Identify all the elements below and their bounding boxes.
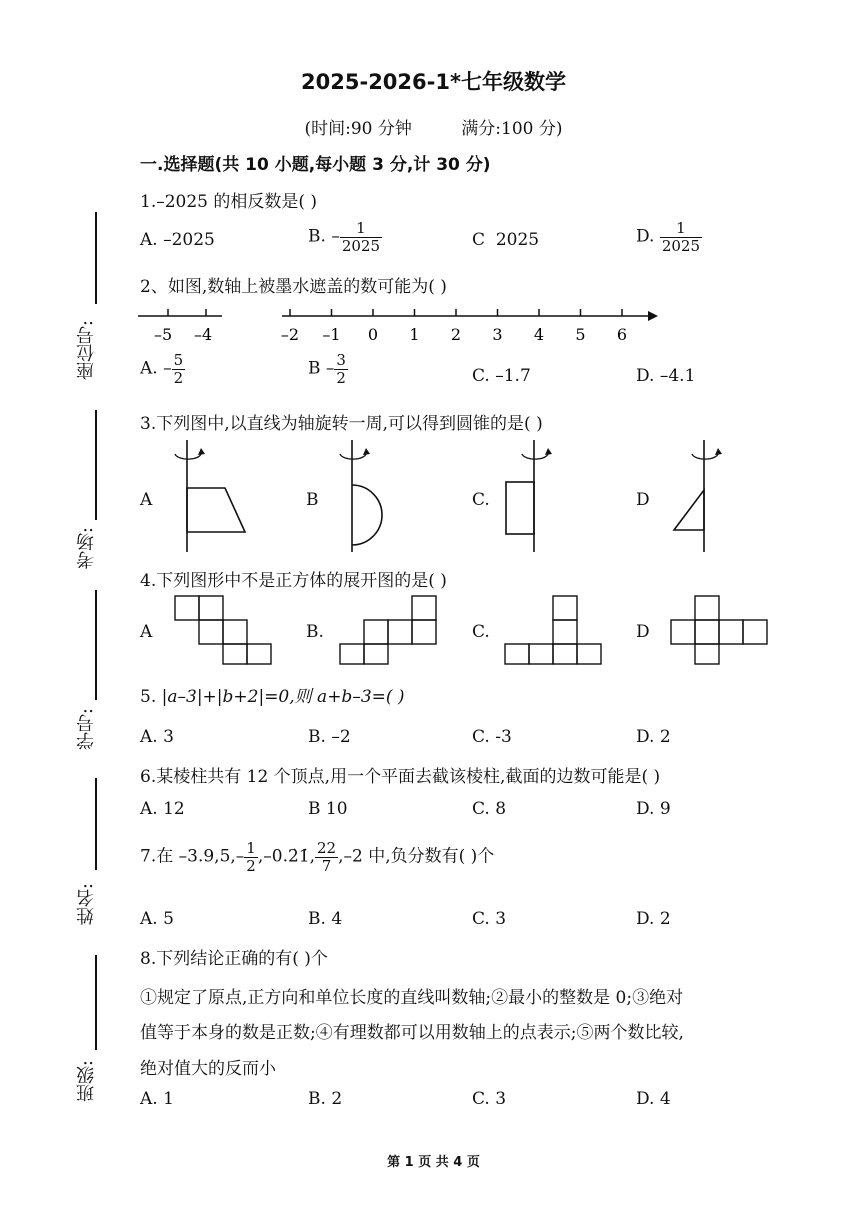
- q4-net-b: [336, 594, 446, 668]
- q1-option-c: C 2025: [472, 230, 540, 250]
- page-footer: 第 1 页 共 4 页: [387, 1155, 480, 1170]
- tick-label: 4: [533, 325, 545, 344]
- q6-option-a: A. 12: [140, 799, 185, 819]
- question-8: 8.下列结论正确的有( )个: [140, 949, 328, 969]
- tick-label: 2: [450, 325, 462, 344]
- tick-label: 3: [492, 325, 503, 344]
- q5-option-d: D. 2: [636, 727, 671, 747]
- q4-label-d: D: [636, 622, 650, 642]
- q8-statement-line: 绝对值大的反而小: [140, 1059, 276, 1079]
- exam-score: 满分:100 分): [461, 119, 563, 139]
- q1-option-d: D. $\frac{1}{2025}$: [636, 219, 701, 255]
- q8-option-a: A. 1: [140, 1089, 174, 1109]
- q1-option-b: B. – $\frac{1}{2025}$: [308, 219, 380, 255]
- q3-figure-d-triangle: [668, 440, 748, 555]
- q8-statement-line: ①规定了原点,正方向和单位长度的直线叫数轴;②最小的整数是 0;③绝对: [140, 988, 684, 1008]
- q6-option-b: B 10: [308, 799, 348, 819]
- tick-label: –1: [322, 325, 341, 344]
- binding-line: [95, 410, 97, 520]
- q1-option-a: A. –2025: [140, 230, 215, 250]
- q2-option-c: C. –1.7: [472, 366, 531, 386]
- binding-line: [95, 955, 97, 1050]
- q7-option-a: A. 5: [140, 909, 174, 929]
- q8-option-c: C. 3: [472, 1089, 507, 1109]
- tick-label: –2: [280, 325, 300, 344]
- axis-ticks: [290, 309, 622, 316]
- q6-option-d: D. 9: [636, 799, 671, 819]
- q4-net-a: [170, 594, 280, 668]
- binding-line: [95, 778, 97, 870]
- q5-option-b: B. –2: [308, 727, 351, 747]
- binding-line: [95, 212, 97, 304]
- q2-option-b: B – $\frac{3}{2}$: [308, 351, 346, 387]
- q3-figure-c-rectangle: [498, 440, 578, 555]
- q4-label-c: C.: [472, 622, 490, 642]
- q4-label-b: B.: [306, 622, 324, 642]
- exam-room-label: 考场:: [76, 527, 97, 570]
- q5-option-c: C. -3: [472, 727, 512, 747]
- question-5: 5. |a–3|+|b+2|=0,则 a+b–3=( ): [140, 687, 405, 707]
- q6-option-c: C. 8: [472, 799, 507, 819]
- q7-option-d: D. 2: [636, 909, 671, 929]
- exam-info: [0, 114, 867, 139]
- binding-line: [95, 590, 97, 700]
- question-6: 6.某棱柱共有 12 个顶点,用一个平面去截该棱柱,截面的边数可能是( ): [140, 767, 661, 787]
- question-7: 7.在 –3.9,5,– $\frac{1}{2}$ ,–0.2̇1̇, $\frac{22}{7}$ ,–2 中,负分数有( )个: [140, 839, 495, 875]
- q2-option-a: A. – $\frac{5}{2}$: [140, 351, 184, 387]
- page-title: 2025-2026-1*七年级数学: [301, 70, 566, 94]
- tick-label: 1: [409, 325, 420, 344]
- tick-label: –5: [154, 325, 173, 344]
- student-id-label: 学号:: [76, 708, 97, 751]
- question-3: 3.下列图中,以直线为轴旋转一周,可以得到圆锥的是( ): [140, 414, 543, 434]
- q8-option-b: B. 2: [308, 1089, 343, 1109]
- question-2: 2、如图,数轴上被墨水遮盖的数可能为( ): [140, 277, 447, 297]
- q3-figure-a-trapezoid: [165, 440, 255, 555]
- q7-option-b: B. 4: [308, 909, 343, 929]
- seat-label: 座位号:: [76, 320, 97, 381]
- section-heading: 一.选择题(共 10 小题,每小题 3 分,计 30 分): [140, 155, 491, 175]
- q8-statement-line: 值等于本身的数是正数;④有理数都可以用数轴上的点表示;⑤两个数比较,: [140, 1023, 684, 1043]
- tick-label: 0: [367, 325, 379, 344]
- q3-label-a: A: [140, 490, 153, 510]
- class-label: 班级:: [76, 1060, 97, 1103]
- q3-label-c: C.: [472, 490, 490, 510]
- q3-figure-b-semicircle: [330, 440, 410, 555]
- q8-option-d: D. 4: [636, 1089, 671, 1109]
- q4-net-c: [500, 594, 610, 668]
- number-line-figure: [130, 300, 660, 350]
- q4-net-d: [666, 594, 776, 668]
- q2-option-d: D. –4.1: [636, 366, 696, 386]
- question-1: 1.–2025 的相反数是( ): [140, 192, 318, 212]
- name-label: 姓名:: [76, 883, 97, 926]
- tick-label: 5: [575, 325, 586, 344]
- q3-label-b: B: [306, 490, 319, 510]
- q7-option-c: C. 3: [472, 909, 507, 929]
- tick-label: –4: [194, 325, 213, 344]
- q3-label-d: D: [636, 490, 650, 510]
- q4-label-a: A: [140, 622, 153, 642]
- exam-time: (时间:90 分钟: [304, 119, 412, 139]
- q5-option-a: A. 3: [140, 727, 174, 747]
- tick-label: 6: [616, 325, 628, 344]
- question-4: 4.下列图形中不是正方体的展开图的是( ): [140, 571, 447, 591]
